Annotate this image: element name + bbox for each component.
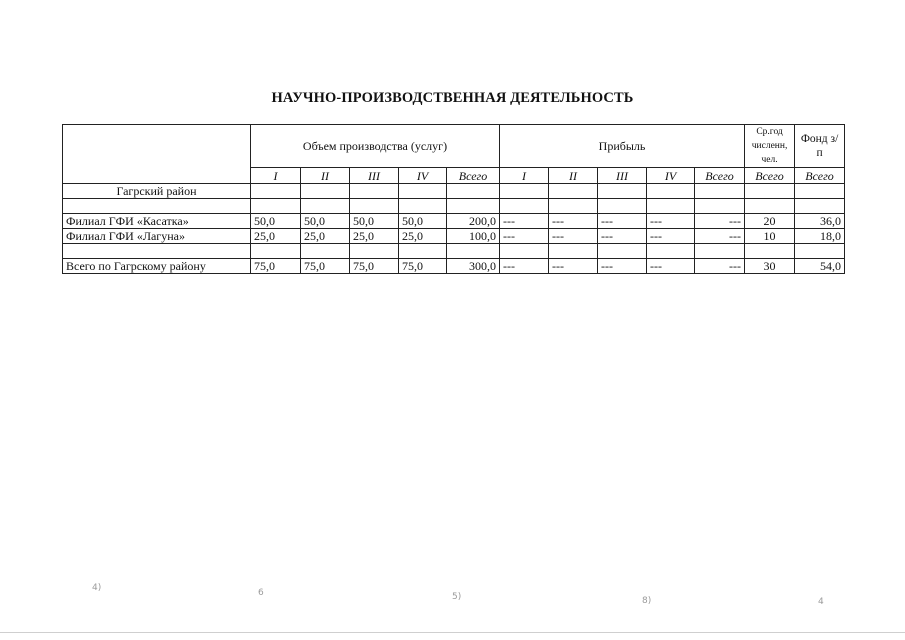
volume-q1: 25,0 — [251, 229, 301, 244]
profit-q2: --- — [549, 214, 598, 229]
profit-q1: --- — [500, 229, 549, 244]
empty-cell — [549, 244, 598, 259]
total-profit-q2: --- — [549, 259, 598, 274]
empty-cell — [350, 184, 399, 199]
empty-cell — [447, 184, 500, 199]
headcount-value: 20 — [745, 214, 795, 229]
empty-cell — [745, 244, 795, 259]
volume-q2: 25,0 — [301, 229, 350, 244]
header-corner-cell — [63, 125, 251, 184]
header-fund: Фонд з/п — [795, 125, 845, 168]
header-profit-total: Всего — [695, 168, 745, 184]
table-row — [63, 214, 845, 229]
total-volume-q3: 75,0 — [350, 259, 399, 274]
empty-cell — [399, 184, 447, 199]
empty-cell — [350, 199, 399, 214]
total-profit-q4: --- — [647, 259, 695, 274]
empty-cell — [695, 199, 745, 214]
profit-q3: --- — [598, 214, 647, 229]
empty-cell — [350, 244, 399, 259]
header-headcount-total: Всего — [745, 168, 795, 184]
total-profit-q1: --- — [500, 259, 549, 274]
empty-cell — [63, 244, 251, 259]
empty-cell — [301, 184, 350, 199]
total-headcount-value: 30 — [745, 259, 795, 274]
total-fund-value: 54,0 — [795, 259, 845, 274]
total-row — [63, 259, 845, 274]
header-volume-total: Всего — [447, 168, 500, 184]
empty-cell — [500, 184, 549, 199]
volume-q3: 25,0 — [350, 229, 399, 244]
region-label: Гагрский район — [63, 184, 251, 199]
empty-cell — [598, 184, 647, 199]
fund-value: 18,0 — [795, 229, 845, 244]
row-name: Филиал ГФИ «Лагуна» — [63, 229, 251, 244]
total-volume-q1: 75,0 — [251, 259, 301, 274]
profit-q3: --- — [598, 229, 647, 244]
header-profit-q1: I — [500, 168, 549, 184]
empty-cell — [795, 199, 845, 214]
total-volume-q2: 75,0 — [301, 259, 350, 274]
header-row-groups — [63, 125, 845, 168]
empty-cell — [647, 244, 695, 259]
header-profit: Прибыль — [500, 125, 745, 168]
empty-cell — [447, 244, 500, 259]
empty-cell — [251, 184, 301, 199]
page-mark: 4 — [818, 597, 824, 607]
volume-q1: 50,0 — [251, 214, 301, 229]
empty-cell — [399, 244, 447, 259]
activity-table — [62, 124, 845, 274]
spacer-row — [63, 199, 845, 214]
table-row — [63, 229, 845, 244]
profit-q2: --- — [549, 229, 598, 244]
empty-cell — [795, 244, 845, 259]
volume-q3: 50,0 — [350, 214, 399, 229]
empty-cell — [63, 199, 251, 214]
volume-q4: 50,0 — [399, 214, 447, 229]
total-volume-total: 300,0 — [447, 259, 500, 274]
header-volume-q2: II — [301, 168, 350, 184]
total-volume-q4: 75,0 — [399, 259, 447, 274]
empty-cell — [695, 244, 745, 259]
empty-cell — [549, 184, 598, 199]
empty-cell — [598, 244, 647, 259]
volume-total: 100,0 — [447, 229, 500, 244]
empty-cell — [745, 184, 795, 199]
empty-cell — [795, 184, 845, 199]
profit-q4: --- — [647, 214, 695, 229]
header-volume: Объем производства (услуг) — [251, 125, 500, 168]
header-volume-q1: I — [251, 168, 301, 184]
empty-cell — [647, 184, 695, 199]
empty-cell — [647, 199, 695, 214]
total-profit-total: --- — [695, 259, 745, 274]
fund-value: 36,0 — [795, 214, 845, 229]
row-name: Филиал ГФИ «Касатка» — [63, 214, 251, 229]
region-row — [63, 184, 845, 199]
headcount-value: 10 — [745, 229, 795, 244]
empty-cell — [251, 244, 301, 259]
profit-q1: --- — [500, 214, 549, 229]
empty-cell — [500, 199, 549, 214]
spacer-row — [63, 244, 845, 259]
header-profit-q3: III — [598, 168, 647, 184]
profit-total: --- — [695, 229, 745, 244]
volume-q2: 50,0 — [301, 214, 350, 229]
empty-cell — [399, 199, 447, 214]
empty-cell — [301, 244, 350, 259]
page-title: НАУЧНО-ПРОИЗВОДСТВЕННАЯ ДЕЯТЕЛЬНОСТЬ — [271, 90, 634, 106]
page-mark: 8) — [642, 596, 652, 606]
header-volume-q4: IV — [399, 168, 447, 184]
header-volume-q3: III — [350, 168, 399, 184]
volume-q4: 25,0 — [399, 229, 447, 244]
page-bottom-edge — [0, 632, 905, 633]
total-profit-q3: --- — [598, 259, 647, 274]
profit-total: --- — [695, 214, 745, 229]
empty-cell — [695, 184, 745, 199]
page-mark: 5) — [452, 592, 462, 602]
empty-cell — [447, 199, 500, 214]
empty-cell — [745, 199, 795, 214]
empty-cell — [251, 199, 301, 214]
header-profit-q2: II — [549, 168, 598, 184]
page-mark: 6 — [258, 588, 264, 598]
empty-cell — [549, 199, 598, 214]
page-mark: 4) — [92, 583, 102, 593]
empty-cell — [598, 199, 647, 214]
empty-cell — [301, 199, 350, 214]
header-headcount: Ср.год численн, чел. — [745, 125, 795, 168]
header-profit-q4: IV — [647, 168, 695, 184]
profit-q4: --- — [647, 229, 695, 244]
total-row-name: Всего по Гагрскому району — [63, 259, 251, 274]
header-fund-total: Всего — [795, 168, 845, 184]
empty-cell — [500, 244, 549, 259]
volume-total: 200,0 — [447, 214, 500, 229]
